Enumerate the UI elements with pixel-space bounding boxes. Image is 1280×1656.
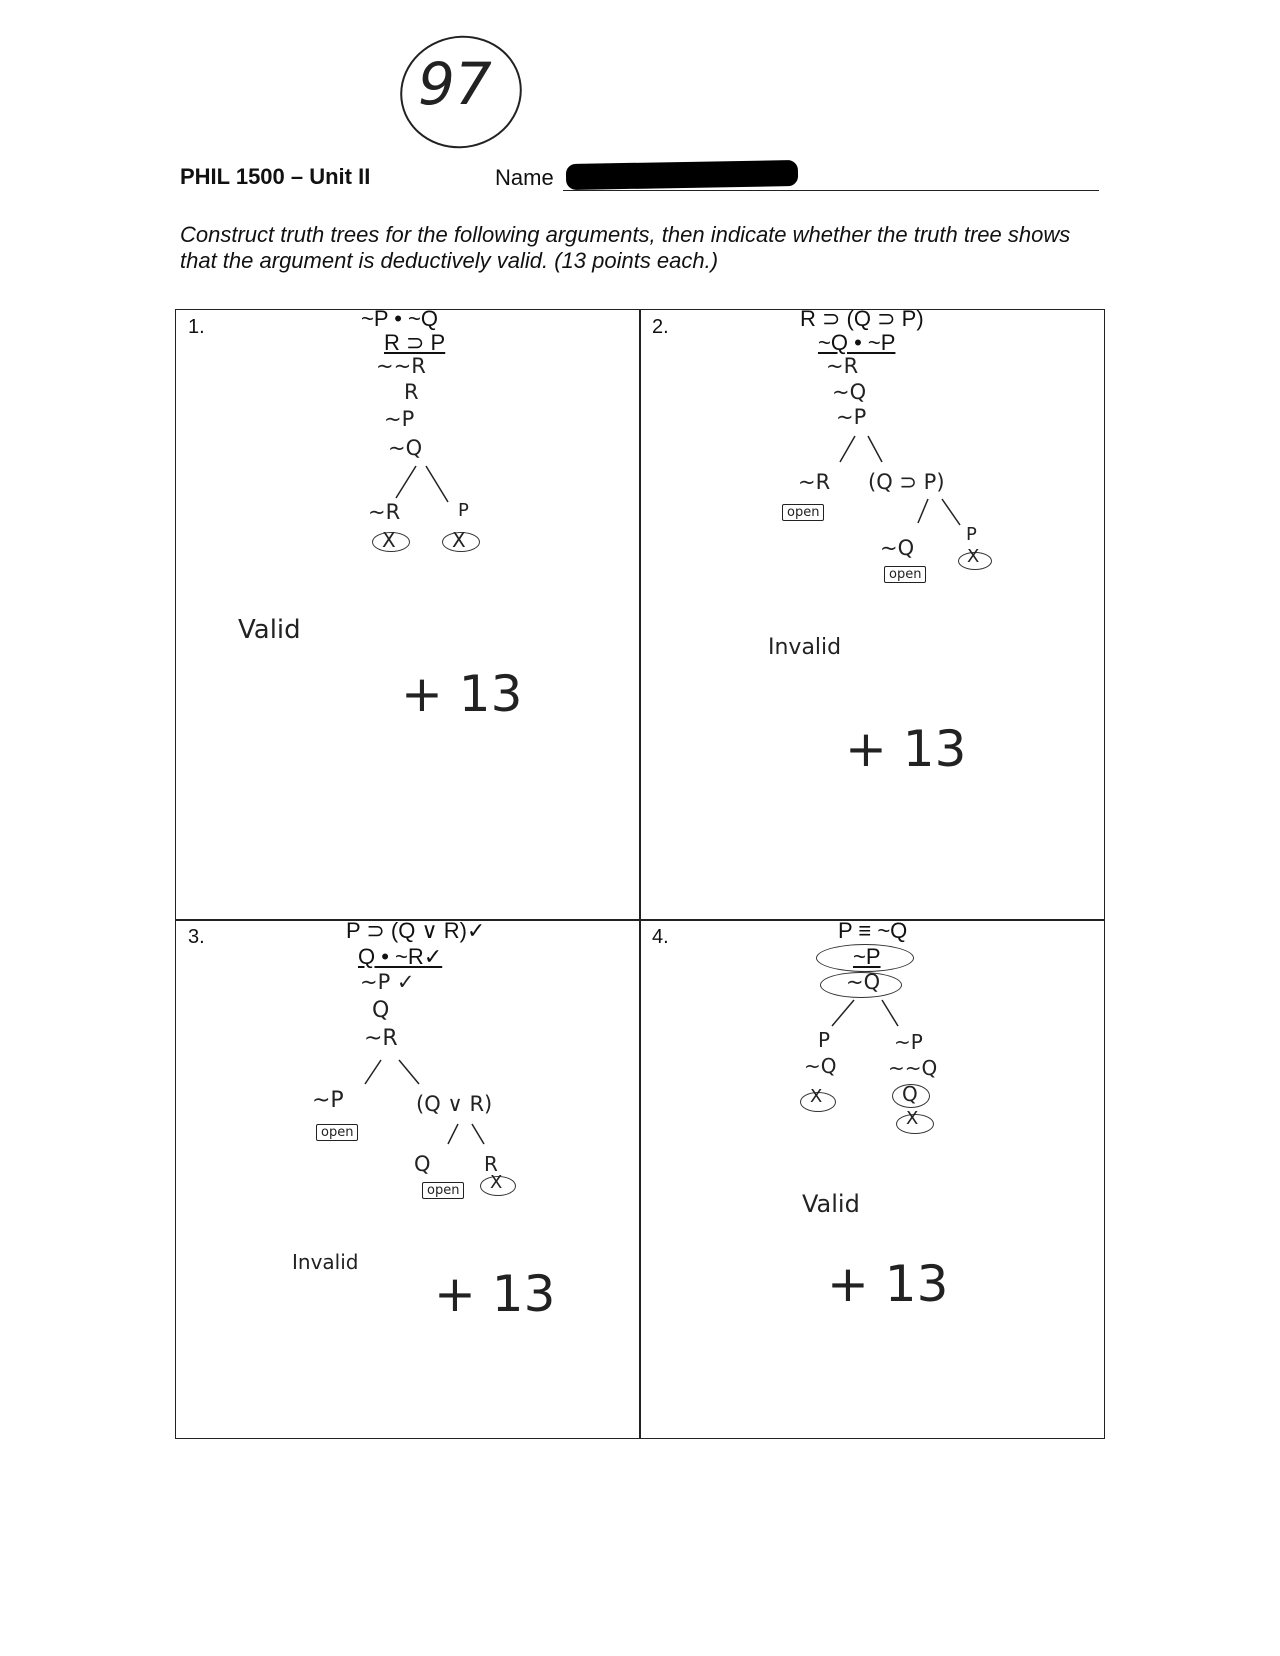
sub-branch-left: ~Q: [880, 536, 915, 560]
name-line: [563, 190, 1099, 191]
course-title: PHIL 1500 – Unit II: [180, 164, 371, 189]
tree-line: Q: [372, 998, 390, 1023]
close-mark: X: [810, 1086, 823, 1107]
premise: P ≡ ~Q: [838, 918, 908, 943]
problem-2: [639, 306, 1105, 921]
problem-3: [175, 919, 641, 1439]
tree-line: ~P ✓: [360, 970, 415, 994]
problem-1: [175, 306, 641, 921]
instructions: Construct truth trees for the following arguments, then indicate whether the truth tree shows that the argument is deductively valid. (13 points each.): [180, 222, 1071, 273]
score: 97: [418, 50, 492, 118]
premise: P ⊃ (Q ∨ R)✓: [346, 918, 486, 943]
open-label: open: [316, 1124, 358, 1141]
name-label: Name: [495, 165, 554, 190]
branch-lines: [438, 1120, 508, 1154]
close-mark: X: [906, 1108, 919, 1129]
branch-right: ~P: [894, 1030, 923, 1054]
branch-right: ~~Q: [888, 1056, 938, 1080]
points-awarded: + 13: [827, 1255, 949, 1313]
problem-number: 4.: [652, 926, 669, 948]
branch-left: ~P: [312, 1088, 344, 1113]
tree-line: ~P: [836, 405, 867, 429]
verdict: Invalid: [292, 1250, 359, 1274]
branch-right: (Q ∨ R): [416, 1092, 493, 1116]
branch-right: P: [458, 500, 469, 521]
tree-line: ~~R: [376, 354, 426, 378]
close-mark: X: [967, 546, 980, 567]
branch-left: ~Q: [804, 1054, 837, 1078]
problem-number: 1.: [188, 316, 205, 338]
verdict: Invalid: [768, 635, 842, 660]
close-mark: X: [490, 1172, 503, 1193]
branch-left: P: [818, 1028, 831, 1052]
branch-right: (Q ⊃ P): [868, 470, 945, 494]
sub-branch-left: Q: [414, 1152, 431, 1176]
branch-lines: [341, 1054, 441, 1094]
branch-left: ~R: [368, 500, 401, 524]
branch-left: ~R: [798, 470, 831, 494]
close-mark: X: [452, 528, 466, 552]
name-redaction: [566, 160, 798, 190]
verdict: Valid: [802, 1190, 860, 1218]
open-label: open: [782, 504, 824, 521]
sub-branch-right: R: [484, 1152, 498, 1176]
problem-number: 3.: [188, 926, 205, 948]
close-mark: X: [382, 528, 396, 552]
tree-line: ~Q: [846, 970, 881, 994]
open-label: open: [422, 1182, 464, 1199]
tree-line: ~Q: [388, 436, 423, 460]
problem-grid: [175, 306, 1105, 1439]
points-awarded: + 13: [401, 665, 523, 723]
branch-right: Q: [902, 1082, 918, 1106]
tree-line: ~Q: [832, 380, 867, 404]
points-awarded: + 13: [845, 720, 967, 778]
tree-line: ~P: [384, 407, 415, 431]
problem-4: [639, 919, 1105, 1439]
conclusion: ~Q • ~P: [818, 330, 896, 355]
verdict: Valid: [238, 615, 301, 645]
tree-line: ~R: [826, 354, 859, 378]
open-label: open: [884, 566, 926, 583]
branch-lines: [810, 430, 910, 475]
premise: ~P • ~Q: [361, 306, 439, 331]
conclusion: R ⊃ P: [384, 330, 446, 355]
points-awarded: + 13: [434, 1265, 556, 1323]
sub-branch-right: P: [966, 524, 977, 545]
premise: R ⊃ (Q ⊃ P): [800, 306, 924, 331]
tree-line: ~R: [364, 1026, 398, 1051]
problem-number: 2.: [652, 316, 669, 338]
conclusion: Q • ~R✓: [358, 944, 443, 969]
conclusion: ~P: [853, 944, 881, 969]
branch-lines: [816, 996, 916, 1032]
tree-line: R: [404, 380, 419, 404]
